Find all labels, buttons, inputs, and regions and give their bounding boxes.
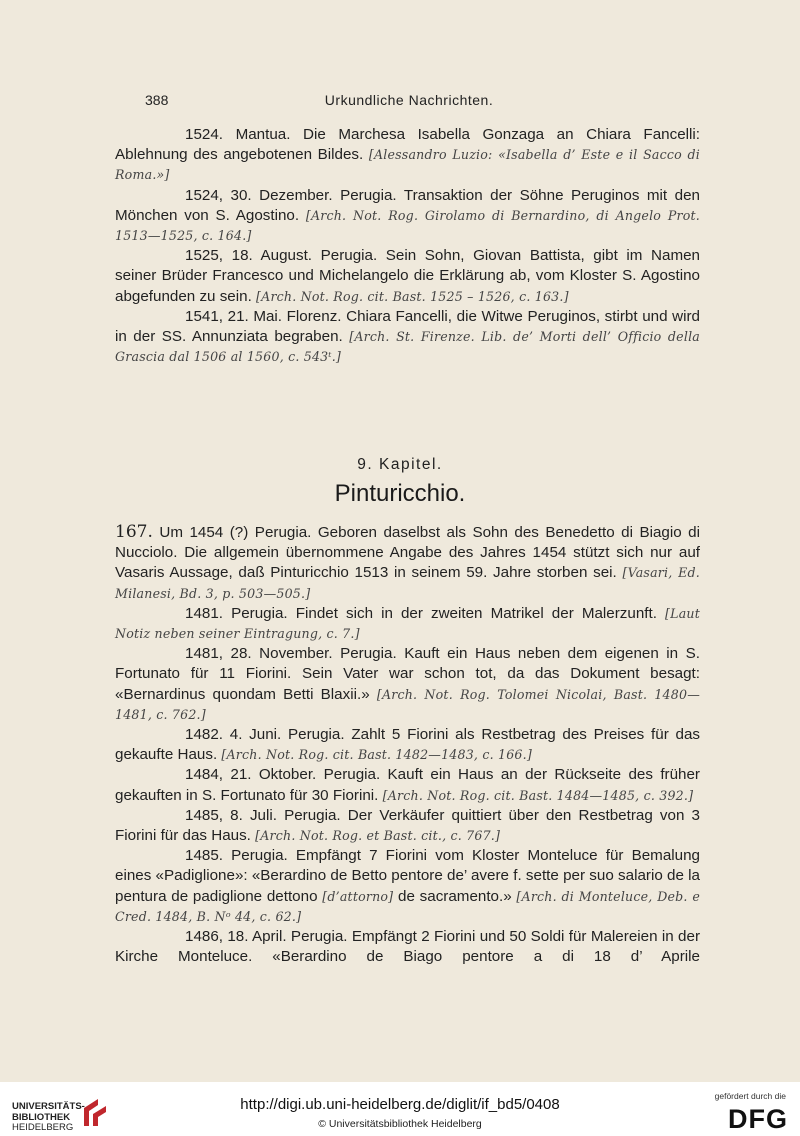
text-block-pinturicchio xyxy=(115,522,700,967)
paragraph xyxy=(115,125,700,186)
funder-caption: gefördert durch die xyxy=(714,1091,786,1101)
document-number: 167. xyxy=(115,522,153,542)
dfg-logo: DFG xyxy=(728,1104,788,1134)
source-reference: [Laut Notiz neben seiner Eintragung, c. 7.] xyxy=(115,605,700,642)
chapter-number: 9. Kapitel. xyxy=(357,456,443,473)
library-name-line: UNIVERSITÄTS- xyxy=(12,1101,85,1112)
digitization-footer xyxy=(0,1082,800,1136)
entry-text: 1484, 21. Oktober. Perugia. Kauft ein Haus an der Rückseite des früher gekauften in S. Fortunato für 30 Fiorini. xyxy=(115,766,700,804)
chapter-title: Pinturicchio. xyxy=(334,480,466,507)
paragraph xyxy=(115,806,700,846)
entry-text: 1481, 28. November. Perugia. Kauft ein Haus neben dem eigenen in S. Fortunato für 11 Fiorini. Sein Vater war schon tot, da das Dokument besagt: «Bernardinus quondam Betti Blaxii.» xyxy=(115,645,700,703)
page-number: 388 xyxy=(145,92,169,108)
source-reference: [Arch. Not. Rog. Girolamo di Bernardino, di Angelo Prot. 1513—1525, c. 164.] xyxy=(115,207,700,244)
page-header xyxy=(145,92,673,114)
entry-text: 1482. 4. Juni. Perugia. Zahlt 5 Fiorini als Restbetrag des Preises für das gekaufte Haus. xyxy=(115,726,700,764)
entry-text: Um 1454 (?) Perugia. Geboren daselbst als Sohn des Benedetto di Biagio di Nucciolo. Die allgemein übernommene Angabe des Jahres 1454 stützt sich nur auf Vasaris Aussage, daß Pinturicchio 1513 in seinem 59. Jahre storben sei. xyxy=(115,524,700,582)
inline-reference: [d’attorno] xyxy=(322,888,394,904)
copyright-notice: © Universitätsbibliothek Heidelberg xyxy=(318,1118,482,1130)
running-head: Urkundliche Nachrichten. xyxy=(324,92,494,108)
source-reference: [Arch. di Monteluce, Deb. e Cred. 1484, B. Nᵒ 44, c. 62.] xyxy=(115,888,700,924)
source-reference: [Vasari, Ed. Milanesi, Bd. 3, p. 503—505.] xyxy=(115,565,700,601)
source-reference: [Arch. Not. Rog. cit. Bast. 1525 – 1526, c. 163.] xyxy=(256,288,569,304)
paragraph xyxy=(115,522,700,604)
permalink-url[interactable]: http://digi.ub.uni-heidelberg.de/diglit/if_bd5/0408 xyxy=(240,1096,560,1113)
entry-text: 1541, 21. Mai. Florenz. Chiara Fancelli, die Witwe Peruginos, stirbt und wird in der SS. Annunziata begraben. xyxy=(115,307,700,346)
paragraph xyxy=(115,307,700,368)
paragraph xyxy=(115,846,700,927)
source-reference: [Arch. St. Firenze. Lib. de’ Morti dell’ Officio della Grascia dal 1506 al 1560, c. 543ᵗ.] xyxy=(115,329,700,365)
source-reference: [Arch. Not. Rog. et Bast. cit., c. 767.] xyxy=(255,828,501,844)
paragraph xyxy=(115,604,700,644)
library-name-line: HEIDELBERG xyxy=(12,1122,74,1133)
entry-text: 1524, 30. Dezember. Perugia. Transaktion der Söhne Peruginos mit den Mönchen von S. Agostino. xyxy=(115,186,700,224)
entry-text: 1524. Mantua. Die Marchesa Isabella Gonzaga an Chiara Fancelli: Ablehnung des angebotenen Bildes. xyxy=(115,126,700,164)
paragraph xyxy=(115,644,700,725)
entry-text: 1485. Perugia. Empfängt 7 Fiorini vom Kloster Monteluce für Bemalung eines «Padiglione»: «Berardino de Betto pentore de’ avere f. sette per suo salario de la pentura de padiglione dettono xyxy=(115,847,700,905)
paragraph xyxy=(115,765,700,805)
source-reference: [Arch. Not. Rog. cit. Bast. 1484—1485, c. 392.] xyxy=(382,787,694,803)
text-block-perugino xyxy=(115,125,700,367)
paragraph xyxy=(115,927,700,967)
paragraph xyxy=(115,186,700,247)
entry-text: 1481. Perugia. Findet sich in der zweiten Matrikel der Malerzunft. xyxy=(185,604,666,622)
source-reference: [Arch. Not. Rog. cit. Bast. 1482—1483, c. 166.] xyxy=(221,747,532,763)
entry-text: 1525, 18. August. Perugia. Sein Sohn, Giovan Battista, gibt im Namen seiner Brüder Francesco und Michelangelo die Erklärung ab, vom Kloster S. Agostino abgefunden zu sein. xyxy=(115,247,700,305)
source-reference: [Arch. Not. Rog. Tolomei Nicolai, Bast. 1480—1481, c. 762.] xyxy=(115,686,700,722)
entry-text: 1485, 8. Juli. Perugia. Der Verkäufer quittiert über den Restbetrag von 3 Fiorini für das Haus. xyxy=(115,806,700,845)
entry-text: de sacramento.» xyxy=(393,887,517,905)
entry-text: 1486, 18. April. Perugia. Empfängt 2 Fiorini und 50 Soldi für Malereien in der Kirche Monteluce. «Berardino de Biago pentore a di 18 d’ Aprile xyxy=(115,928,700,966)
library-name-line: BIBLIOTHEK xyxy=(12,1111,71,1123)
paragraph xyxy=(115,725,700,765)
source-reference: [Alessandro Luzio: «Isabella d’ Este e il Sacco di Roma.»] xyxy=(115,147,701,183)
paragraph xyxy=(115,246,700,307)
